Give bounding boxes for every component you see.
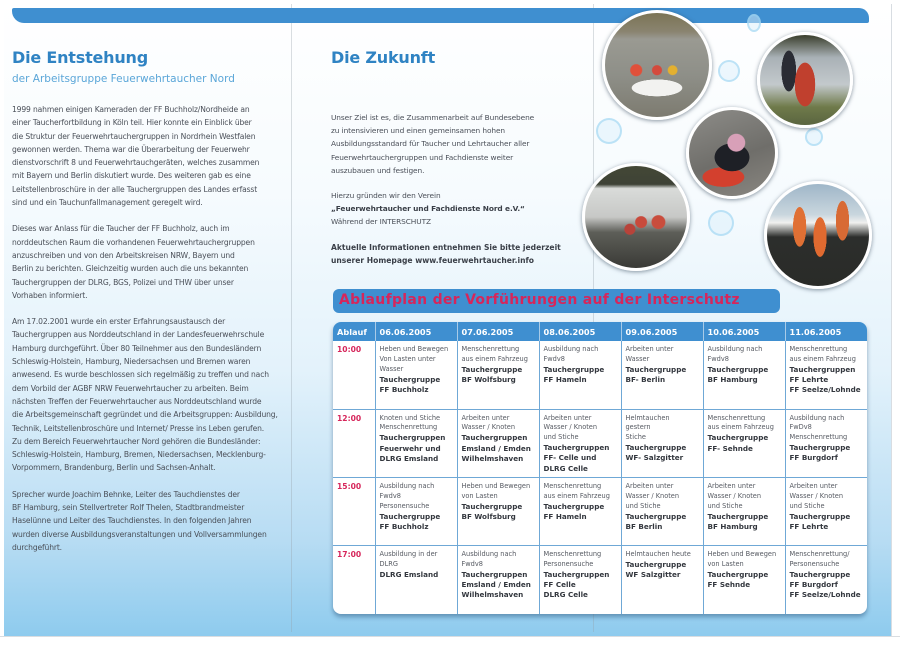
text-line: einer Taucherfortbildung in Köln teil. Hier konnte ein Einblick über xyxy=(12,118,252,128)
text-line: Schleswig-Holstein, Hamburg, Bremen, Niedersachsen, Mecklenburg- xyxy=(12,450,266,460)
top-banner-bar xyxy=(12,8,869,23)
group-text: DLRG Celle xyxy=(543,590,588,600)
text-line: die Struktur der Feuerwehrtauchergruppen in Nordrhein Westfalen xyxy=(12,131,256,141)
schedule-cell xyxy=(703,545,785,614)
text-line: norddeutschen Raum die vorhandenen Feuerwehrtauchergruppen xyxy=(12,237,255,247)
activity-text: Wasser / Knoten xyxy=(789,491,844,500)
activity-text: und Stiche xyxy=(543,433,579,442)
group-text: DLRG Emsland xyxy=(379,453,439,463)
boat-photo xyxy=(602,10,712,120)
origin-paragraph xyxy=(12,315,284,475)
origin-title: Die Entstehung xyxy=(12,48,149,67)
schedule-row xyxy=(333,409,867,477)
activity-text: Ausbildung nach xyxy=(461,549,517,558)
activity-text: Wasser xyxy=(625,354,650,363)
group-text: Tauchergruppe xyxy=(789,443,851,453)
homepage-info xyxy=(331,241,581,267)
group-text: Tauchergruppe xyxy=(625,559,687,569)
activity-text: von Lasten xyxy=(707,559,744,568)
text-line: anzuschreiben und von den Arbeitskreisen NRW, Bayern und xyxy=(12,250,235,260)
activity-text: und Stiche xyxy=(789,501,825,510)
activity-text: und Stiche xyxy=(625,501,661,510)
future-title: Die Zukunft xyxy=(331,48,436,67)
schedule-cell xyxy=(457,341,539,409)
bubble-decoration xyxy=(718,60,740,82)
group-text: Tauchergruppen xyxy=(789,364,856,374)
homepage-info-line: Aktuelle Informationen entnehmen Sie bitte jederzeit xyxy=(331,242,561,252)
schedule-cell xyxy=(539,477,621,545)
group-text: FF- Celle und xyxy=(543,453,597,463)
text-line: Tauchergruppen aus Norddeutschland in der Landesfeuerwehrschule xyxy=(12,330,265,340)
activity-text: Menschenrettung xyxy=(707,413,766,422)
origin-section xyxy=(12,48,284,554)
origin-paragraph xyxy=(12,222,284,302)
schedule-cell xyxy=(785,341,867,409)
group-text: Tauchergruppe xyxy=(789,511,851,521)
group-text: BF Wolfsburg xyxy=(461,511,516,521)
group-text: Tauchergruppe xyxy=(543,364,605,374)
text-line: durchgeführt. xyxy=(12,542,62,552)
activity-text: aus einem Fahrzeug xyxy=(543,491,610,500)
group-text: WF- Salzgitter xyxy=(625,453,684,463)
text-line: Technik, Leitstellenbroschüre und Internet/ Presse ins Leben gerufen. xyxy=(12,423,265,433)
text-line: Unser Ziel ist es, die Zusammenarbeit auf Bundesebene xyxy=(331,113,535,122)
time-cell: 12:00 xyxy=(333,409,375,477)
text-line: Sprecher wurde Joachim Behnke, Leiter des Tauchdienstes der xyxy=(12,489,240,499)
activity-text: Von Lasten unter xyxy=(379,354,436,363)
header-cell-ablauf: Ablauf xyxy=(333,322,375,341)
group-text: FF Hameln xyxy=(543,375,587,385)
activity-text: Fwdv8 xyxy=(379,491,401,500)
activity-text: Ausbildung nach xyxy=(379,481,435,490)
activity-text: Arbeiten unter xyxy=(625,345,674,353)
activity-text: Menschenrettung/ xyxy=(789,549,850,558)
activity-text: gestern xyxy=(625,423,651,432)
group-text: Tauchergruppe xyxy=(461,364,523,374)
group-text: FF Seelze/Lohnde xyxy=(789,385,861,395)
origin-body xyxy=(12,103,284,554)
group-text: DLRG Emsland xyxy=(379,569,439,579)
activity-text: Wasser xyxy=(379,364,404,373)
activity-text: Helmtauchen xyxy=(625,413,670,422)
association-event: Während der INTERSCHUTZ xyxy=(331,217,431,227)
group-text: Wilhelmshaven xyxy=(461,590,524,600)
activity-text: Arbeiten unter xyxy=(625,481,674,490)
group-text: Tauchergruppe xyxy=(707,364,769,374)
group-text: Feuerwehr und xyxy=(379,443,441,453)
group-text: FF Lehrte xyxy=(789,375,829,385)
header-cell-date: 10.06.2005 xyxy=(703,322,785,341)
schedule-cell xyxy=(785,409,867,477)
group-text: Tauchergruppe xyxy=(379,511,441,521)
group-text: FF Burgdorf xyxy=(789,579,838,589)
ladder-photo xyxy=(764,181,872,289)
activity-text: Stiche xyxy=(625,433,646,442)
text-line: Feuerwehrtauchergruppen und Fachdienste weiter xyxy=(331,152,514,162)
text-line: gewonnen werden. Thema war die Überarbeitung der Feuerwehr xyxy=(12,144,250,154)
fold-line xyxy=(291,4,292,632)
group-text: FF Hameln xyxy=(543,511,587,521)
bubble-decoration xyxy=(805,128,823,146)
activity-text: Heben und Bewegen xyxy=(461,481,531,490)
text-line: dienstvorschrift 8 und Feuerwehrtauchgeräten, welches zusammen xyxy=(12,158,260,168)
time-cell: 15:00 xyxy=(333,477,375,545)
group-text: Tauchergruppe xyxy=(789,569,851,579)
text-line: die Arbeitsgemeinschaft gegründet und die Arbeitsgruppen: Ausbildung, xyxy=(12,410,278,420)
homepage-link[interactable]: unserer Homepage www.feuerwehrtaucher.info xyxy=(331,255,535,265)
group-text: Tauchergruppe xyxy=(707,569,769,579)
text-line: Schleswig-Holstein, Hamburg, Niedersachsen und Bremen waren xyxy=(12,357,251,367)
association-name: „Feuerwehrtaucher und Fachdienste Nord e.V.“ xyxy=(331,204,525,214)
text-line: Tauchergruppen der DLRG, BGS, Polizei und THW über unser xyxy=(12,277,234,287)
activity-text: Menschenrettung xyxy=(379,423,438,432)
group-text: Tauchergruppe xyxy=(707,433,769,443)
text-line: Vorpommern, Brandenburg, Berlin und Sachsen-Anhalt. xyxy=(12,463,216,473)
group-text: Tauchergruppen xyxy=(379,433,446,443)
group-text: BF Berlin xyxy=(625,521,663,531)
activity-text: Heben und Bewegen xyxy=(379,345,449,353)
text-line: auszubauen und festigen. xyxy=(331,165,425,175)
group-text: Tauchergruppe xyxy=(461,501,523,511)
activity-text: Personensuche xyxy=(789,559,840,568)
group-text: Wilhelmshaven xyxy=(461,453,524,463)
activity-text: von Lasten xyxy=(461,491,498,500)
activity-text: Ausbildung nach xyxy=(543,345,599,353)
group-text: Tauchergruppe xyxy=(543,501,605,511)
group-text: Tauchergruppen xyxy=(461,569,528,579)
schedule-cell xyxy=(457,409,539,477)
schedule-title-bar xyxy=(333,289,780,313)
text-line: Hamburg durchgeführt. Über 80 Teilnehmer aus den Bundesländern xyxy=(12,343,262,353)
schedule-cell xyxy=(457,545,539,614)
schedule-cell xyxy=(703,341,785,409)
schedule-cell xyxy=(621,545,703,614)
group-text: FF Celle xyxy=(543,579,576,589)
header-cell-date: 07.06.2005 xyxy=(457,322,539,341)
schedule-cell xyxy=(703,477,785,545)
activity-text: aus einem Fahrzeug xyxy=(789,354,856,363)
group-text: Tauchergruppe xyxy=(625,443,687,453)
text-line: anwesend. Es wurde beschlossen sich regelmäßig zu treffen und nach xyxy=(12,370,269,380)
activity-text: Ausbildung nach xyxy=(789,413,845,422)
group-text: FF Seelze/Lohnde xyxy=(789,590,861,600)
future-section xyxy=(331,48,581,267)
schedule-cell xyxy=(375,341,457,409)
schedule-row xyxy=(333,341,867,409)
schedule-cell xyxy=(785,545,867,614)
schedule-cell xyxy=(621,341,703,409)
group-text: Emsland / Emden xyxy=(461,443,531,453)
group-text: BF- Berlin xyxy=(625,375,666,385)
schedule-cell xyxy=(539,409,621,477)
header-cell-date: 08.06.2005 xyxy=(539,322,621,341)
text-line: dem Vorbild der AGBF NRW Feuerwehrtaucher zu arbeiten. Beim xyxy=(12,383,249,393)
schedule-table xyxy=(333,322,867,614)
group-text: Tauchergruppen xyxy=(543,443,610,453)
group-text: Tauchergruppe xyxy=(625,511,687,521)
text-line: nächsten Treffen der Feuerwehrtaucher aus Norddeutschland wurde xyxy=(12,396,262,406)
activity-text: DLRG xyxy=(379,559,398,568)
text-line: Ausbildungsstandard für Taucher und Lehrtaucher aller xyxy=(331,139,530,149)
activity-text: FwDv8 xyxy=(789,423,812,432)
activity-text: Fwdv8 xyxy=(707,354,729,363)
activity-text: Arbeiten unter xyxy=(461,413,510,422)
group-text: Tauchergruppen xyxy=(461,433,528,443)
header-cell-date: 11.06.2005 xyxy=(785,322,867,341)
schedule-cell xyxy=(621,409,703,477)
origin-paragraph xyxy=(12,103,284,209)
association-paragraph xyxy=(331,189,581,229)
schedule-cell xyxy=(457,477,539,545)
group-text: Emsland / Emden xyxy=(461,579,531,589)
schedule-cell xyxy=(375,409,457,477)
text-line: Dieses war Anlass für die Taucher der FF Buchholz, auch im xyxy=(12,224,230,234)
activity-text: Menschenrettung xyxy=(789,345,848,353)
text-line: 1999 nahmen einigen Kameraden der FF Buchholz/Nordheide an xyxy=(12,105,250,114)
activity-text: Arbeiten unter xyxy=(707,481,756,490)
future-paragraph xyxy=(331,111,581,177)
activity-text: Menschenrettung xyxy=(543,549,602,558)
group-text: DLRG Celle xyxy=(543,463,588,473)
text-line: BF Hamburg, sein Stellvertreter Rolf Thelen, Stadtbrandmeister xyxy=(12,503,245,513)
text-line: Haselünne und Leiter des Tauchdienstes. In den folgenden Jahren xyxy=(12,516,252,526)
group-text: Tauchergruppen xyxy=(543,569,610,579)
activity-text: Personensuche xyxy=(379,501,430,510)
activity-text: Heben und Bewegen xyxy=(707,549,777,558)
schedule-cell xyxy=(539,341,621,409)
schedule-cell xyxy=(621,477,703,545)
time-cell: 10:00 xyxy=(333,341,375,409)
header-cell-date: 06.06.2005 xyxy=(375,322,457,341)
bubble-decoration xyxy=(708,210,734,236)
schedule-row xyxy=(333,545,867,614)
activity-text: aus einem Fahrzeug xyxy=(461,354,528,363)
schedule-header-row xyxy=(333,322,867,341)
group-text: BF Wolfsburg xyxy=(461,375,516,385)
group-text: FF Buchholz xyxy=(379,384,429,394)
activity-text: Arbeiten unter xyxy=(543,413,592,422)
activity-text: Wasser / Knoten xyxy=(543,423,598,432)
group-text: Tauchergruppe xyxy=(379,374,441,384)
text-line: Vorhaben informiert. xyxy=(12,290,88,300)
association-intro: Hierzu gründen wir den Verein xyxy=(331,191,441,201)
schedule-cell xyxy=(539,545,621,614)
group-text: FF- Sehnde xyxy=(707,443,753,453)
group-text: FF Sehnde xyxy=(707,579,751,589)
activity-text: und Stiche xyxy=(707,501,743,510)
activity-text: Wasser / Knoten xyxy=(461,423,516,432)
origin-subtitle: der Arbeitsgruppe Feuerwehrtaucher Nord xyxy=(12,73,235,85)
activity-text: Knoten und Stiche xyxy=(379,413,441,422)
text-line: Berlin zu berichten. Gleichzeitig wurden auch die uns bekannten xyxy=(12,264,249,274)
group-text: FF Burgdorf xyxy=(789,453,838,463)
schedule-cell xyxy=(375,477,457,545)
group-text: BF Hamburg xyxy=(707,375,758,385)
schedule-cell xyxy=(785,477,867,545)
schedule-table-container xyxy=(333,322,867,614)
activity-text: Personensuche xyxy=(543,559,594,568)
activity-text: Fwdv8 xyxy=(461,559,483,568)
schedule-cell xyxy=(375,545,457,614)
page-edge xyxy=(0,636,900,637)
group-text: Tauchergruppe xyxy=(707,511,769,521)
rescue-photo xyxy=(582,163,690,271)
activity-text: Fwdv8 xyxy=(543,354,565,363)
text-line: sind und ein Tauchunfallmanagement geregelt wird. xyxy=(12,198,203,208)
activity-text: Helmtauchen heute xyxy=(625,549,691,558)
origin-paragraph xyxy=(12,488,284,554)
header-cell-date: 09.06.2005 xyxy=(621,322,703,341)
group-text: FF Lehrte xyxy=(789,521,829,531)
activity-text: Menschenrettung xyxy=(461,345,520,353)
text-line: Leitstellenbroschüre in der alle Tauchergruppen des Landes erfasst xyxy=(12,184,258,194)
text-line: Zu dem Bereich Feuerwehrtaucher Nord gehören die Bundesländer: xyxy=(12,436,261,446)
bubble-decoration xyxy=(596,118,622,144)
text-line: wurden diverse Ausbildungsveranstaltungen und Vollversammlungen xyxy=(12,529,267,539)
activity-text: Wasser / Knoten xyxy=(707,491,762,500)
shore-photo xyxy=(757,32,853,128)
diver-photo xyxy=(686,107,778,199)
group-text: BF Hamburg xyxy=(707,521,758,531)
group-text: WF Salzgitter xyxy=(625,569,681,579)
activity-text: Ausbildung in der xyxy=(379,549,438,558)
schedule-title: Ablaufplan der Vorführungen auf der Interschutz xyxy=(339,292,740,308)
activity-text: Menschenrettung xyxy=(543,481,602,490)
text-line: mit Bayern und Berlin diskutiert wurde. Des weiteren gab es eine xyxy=(12,171,251,181)
schedule-row xyxy=(333,477,867,545)
bubble-decoration xyxy=(747,14,761,32)
group-text: FF Buchholz xyxy=(379,521,429,531)
activity-text: Arbeiten unter xyxy=(789,481,838,490)
schedule-cell xyxy=(703,409,785,477)
activity-text: Ausbildung nach xyxy=(707,345,763,353)
text-line: zu intensivieren und einen gemeinsamen hohen xyxy=(331,126,505,136)
activity-text: Menschenrettung xyxy=(789,433,848,442)
activity-text: Wasser / Knoten xyxy=(625,491,680,500)
time-cell: 17:00 xyxy=(333,545,375,614)
text-line: Am 17.02.2001 wurde ein erster Erfahrungsaustausch der xyxy=(12,317,226,327)
activity-text: aus einem Fahrzeug xyxy=(707,423,774,432)
group-text: Tauchergruppe xyxy=(625,364,687,374)
